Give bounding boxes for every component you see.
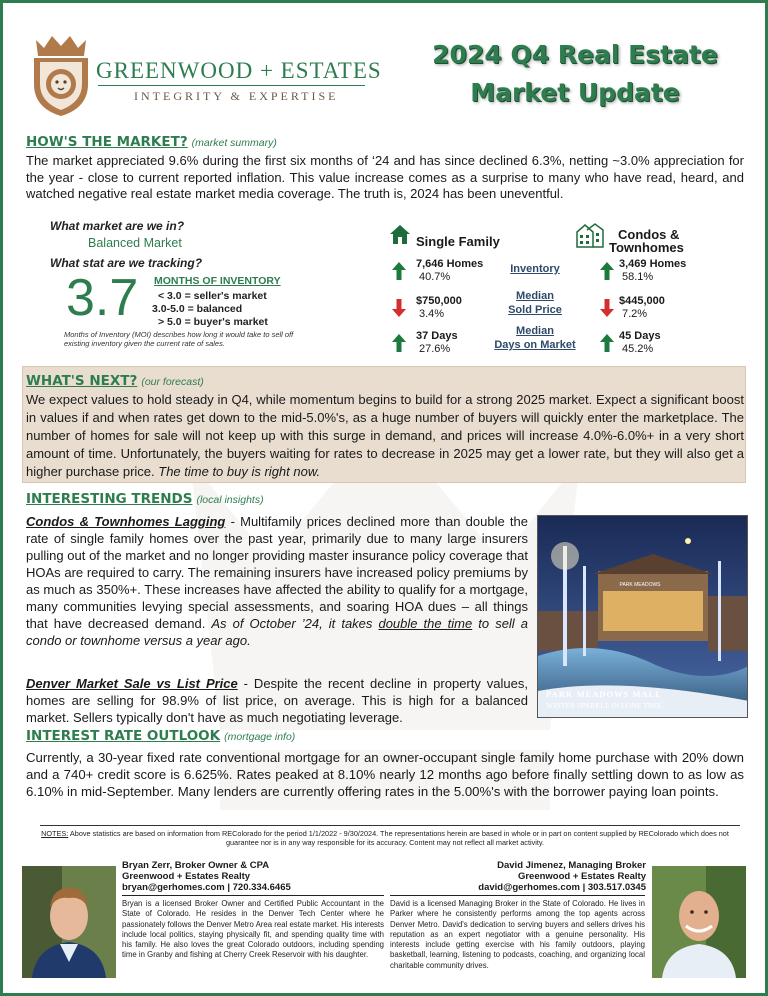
rates-heading <box>26 728 295 744</box>
condo-building-icon <box>576 222 604 248</box>
stat-label-line-1: Inventory <box>510 263 560 275</box>
agent-1-bio: Bryan is a licensed Broker Owner and Certified Public Accountant in the State of Colorado. He resides in the Denver Tech Center where he passionately follows the Denver Metro Area real estate market. His interests include local politics, staying physically fit, and spending quality time with his family. He also loves the great Colorado outdoors, including spending time in Granby and fishing at Cherry Creek Reservoir with his daughter. <box>122 899 384 960</box>
single-family-change: 40.7% <box>419 271 451 283</box>
arrow-down-icon <box>392 299 406 317</box>
agent-2-company: Greenwood + Estates Realty <box>517 871 646 882</box>
notes-label: NOTES: <box>41 829 69 838</box>
stat-label-line-1: Median <box>516 290 554 302</box>
single-family-value: $750,000 <box>416 295 462 307</box>
house-icon <box>388 222 412 246</box>
rates-subheading: (mortgage info) <box>224 731 296 743</box>
report-title-line-1: 2024 Q4 Real Estate <box>432 40 718 69</box>
condo-value: 45 Days <box>619 330 661 342</box>
trends-heading <box>26 491 264 507</box>
single-family-label: Single Family <box>416 234 500 249</box>
moi-value: 3.7 <box>66 269 139 327</box>
brand-tagline: INTEGRITY & EXPERTISE <box>134 89 339 103</box>
single-family-change: 27.6% <box>419 343 451 355</box>
report-title <box>408 36 742 112</box>
condo-label-line-2: Townhomes <box>609 240 684 255</box>
trends-subheading: (local insights) <box>196 494 264 506</box>
forecast-heading-text: WHAT'S NEXT? <box>26 373 138 389</box>
notes-divider <box>40 825 740 826</box>
stat-label <box>490 262 580 276</box>
agent-2-bio: David is a licensed Managing Broker in the State of Colorado. He lives in Parker where he consistently performs among the top agents across Denver Metro. David's dedication to serving buyers and sellers drives his reputation as an expert negotiator with a genuine personality. His interests include getting exercise with his family outdoors, playing basketball, learning, listening to podcasts, coaching, and organizing local charitable community drives. <box>390 899 645 970</box>
forecast-body: We expect values to hold steady in Q4, while momentum begins to build for a strong 2025 market. Expect a significant boost in values if and when rates get down to the mid-5.0%'s, as a huge number of buyers will quickly enter the marketplace. The number of homes for sale will not keep up with this surge in demand, and prices will increase 4.0%-6.0%+ in a very short amount of time. Unfortunately, the buyers waiting for rates to decrease in 2025 may get a lower rate, but they will also get a higher purchase price. <box>26 392 744 479</box>
rates-heading-text: INTEREST RATE OUTLOOK <box>26 728 221 744</box>
stat-question: What stat are we tracking? <box>50 256 203 270</box>
agent-2-portrait <box>652 866 746 978</box>
brand-name: GREENWOOD + ESTATES <box>96 58 382 83</box>
report-title-line-2: Market Update <box>470 78 680 107</box>
agent-2-name: David Jimenez, Managing Broker <box>497 860 646 871</box>
trend-condos <box>26 513 528 649</box>
market-subheading: (market summary) <box>191 137 277 149</box>
avatar <box>652 866 746 978</box>
forecast-heading <box>26 373 204 389</box>
agent-1-name: Bryan Zerr, Broker Owner & CPA <box>122 860 270 871</box>
stat-label-line-2: Sold Price <box>508 304 562 316</box>
photo-sign-text: PARK MEADOWS <box>619 582 661 588</box>
arrow-up-icon <box>600 334 614 352</box>
moi-row-buyer: > 5.0 = buyer's market <box>158 316 268 328</box>
arrow-down-icon <box>600 299 614 317</box>
agent-1-portrait <box>22 866 116 978</box>
park-meadows-photo <box>537 515 748 718</box>
stat-label-line-2: Days on Market <box>494 339 576 351</box>
trend-condos-italic-b: to sell a condo or townhome versus a year ago. <box>26 616 528 648</box>
market-heading <box>26 134 277 150</box>
arrow-up-icon <box>392 262 406 280</box>
stat-label-line-1: Median <box>516 325 554 337</box>
market-answer: Balanced Market <box>88 236 182 250</box>
avatar <box>22 866 116 978</box>
arrow-up-icon <box>600 262 614 280</box>
moi-note: Months of Inventory (MOI) describes how long it would take to sell off existing inventory given the current rate of sales. <box>64 330 294 348</box>
rates-text: Currently, a 30-year fixed rate conventional mortgage for an owner-occupant single family home purchase with 20% down and a 740+ credit score is 6.625%. Rates peaked at 8.10% nearly 12 months ago before finally settling down to as low as 6.10% in mid-September. Many lenders are currently offering rates in the 5.00%'s with the borrower paying loan points. <box>26 750 744 799</box>
single-family-value: 7,646 Homes <box>416 258 484 270</box>
brand-divider <box>98 85 365 86</box>
single-family-change: 3.4% <box>419 308 445 320</box>
agent-1-company: Greenwood + Estates Realty <box>122 871 251 882</box>
moi-row-balanced: 3.0-5.0 = balanced <box>152 303 243 315</box>
forecast-text <box>26 391 744 481</box>
agent-2-divider <box>390 895 645 896</box>
moi-row-seller: < 3.0 = seller's market <box>158 290 267 302</box>
condo-change: 7.2% <box>622 308 648 320</box>
trend-sale-body: - Despite the recent decline in property values, homes are selling for 98.9% of list price, on average. This is high for a balanced market. Sellers typically don't have as much negotiating leverage. <box>26 676 528 725</box>
forecast-subheading: (our forecast) <box>141 376 204 388</box>
trend-condos-italic-underline: double the time <box>378 616 473 631</box>
agent-1-contact[interactable]: bryan@gerhomes.com | 720.334.6465 <box>122 882 291 893</box>
notes-text: Above statistics are based on information from REColorado for the period 1/1/2022 - 9/30/2024. The representations herein are based in whole or in part on content supplied by REColorado which does not guarantee nor is in any way responsible for its accuracy. Content may not reflect all market activity. <box>68 829 729 847</box>
trend-sale-vs-list <box>26 675 528 726</box>
stat-label <box>490 324 580 352</box>
forecast-closing: The time to buy is right now. <box>158 464 321 479</box>
trend-condos-body: - Multifamily prices declined more than double the rate of single family homes over the past year, primarily due to many large insurers pulling out of the market and no longer providing master insurance policy coverage that HOAs are required to carry. The remaining insurers have increased policy premiums by as much as 350%+. These increases have affected the ability to qualify for a mortgage, many communities levying special assessments, and soaring HOA dues – all things that have decreased demand. <box>26 514 528 631</box>
photo-caption-title: PARK MEADOWS MALL <box>546 689 663 699</box>
condo-value: $445,000 <box>619 295 665 307</box>
moi-title: MONTHS OF INVENTORY <box>154 275 281 287</box>
agent-1-divider <box>122 895 384 896</box>
condo-change: 45.2% <box>622 343 654 355</box>
condo-value: 3,469 Homes <box>619 258 687 270</box>
arrow-up-icon <box>392 334 406 352</box>
condo-label-line-1: Condos & <box>618 227 680 242</box>
condo-change: 58.1% <box>622 271 654 283</box>
trend-condos-italic-a: As of October ’24, it takes <box>211 616 379 631</box>
market-summary-text: The market appreciated 9.6% during the first six months of ‘24 and has since declined 6.3%, netting ~3.0% appreciation for the year - close to current reported inflation. This value increase comes as a surprise to many who have read, heard, and watched negative real estate market media coverage. The truth is, 2024 has been uneventful. <box>26 153 744 201</box>
photo-caption-subtitle: WINTER SPARKLE IN LONE TREE <box>546 701 662 710</box>
agent-2-contact[interactable]: david@gerhomes.com | 303.517.0345 <box>478 882 646 893</box>
single-family-value: 37 Days <box>416 330 458 342</box>
stat-label <box>490 289 580 317</box>
trends-heading-text: INTERESTING TRENDS <box>26 491 193 507</box>
trend-condos-title: Condos & Townhomes Lagging <box>26 514 226 529</box>
trend-sale-title: Denver Market Sale vs List Price <box>26 676 238 691</box>
market-heading-text: HOW'S THE MARKET? <box>26 134 188 150</box>
lion-crest-logo-icon <box>26 26 96 118</box>
notes <box>40 829 730 847</box>
market-question: What market are we in? <box>50 219 185 233</box>
park-meadows-illustration <box>538 516 748 718</box>
